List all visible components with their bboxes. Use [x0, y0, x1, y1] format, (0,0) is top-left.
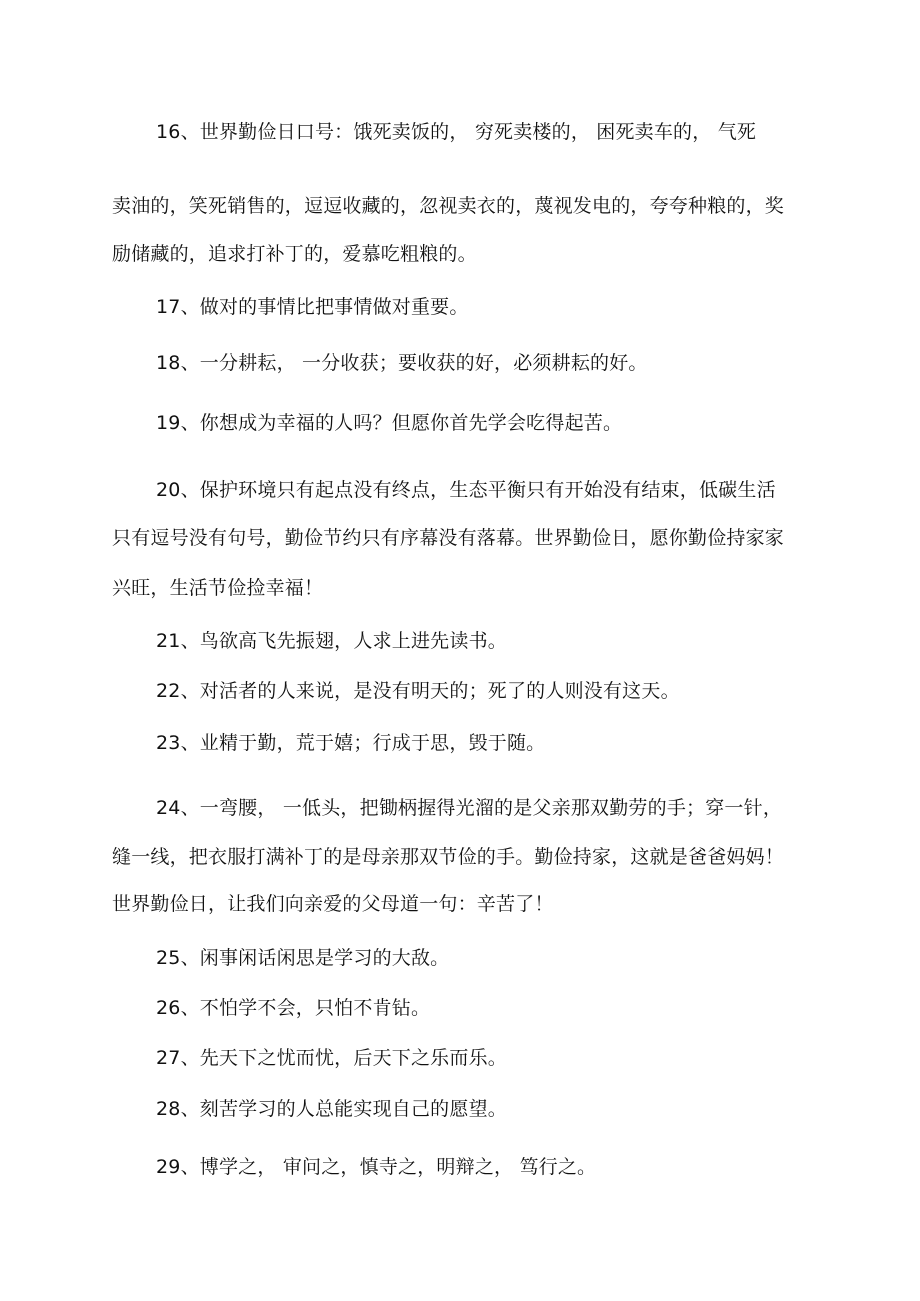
text-line: 18、一分耕耘， 一分收获；要收获的好，必须耕耘的好。	[156, 352, 648, 374]
text-line: 24、一弯腰， 一低头，把锄柄握得光溜的是父亲那双勤劳的手；穿一针，	[156, 797, 783, 819]
text-line: 励储藏的，追求打补丁的，爱慕吃粗粮的。	[112, 243, 477, 265]
text-line: 29、博学之， 审问之，慎寺之，明辩之， 笃行之。	[156, 1156, 597, 1178]
text-line: 17、做对的事情比把事情做对重要。	[156, 296, 469, 318]
text-line: 28、刻苦学习的人总能实现自己的愿望。	[156, 1098, 507, 1120]
text-line: 25、闲事闲话闲思是学习的大敌。	[156, 947, 450, 969]
text-line: 兴旺，生活节俭捡幸福！	[112, 577, 324, 599]
text-line: 16、世界勤俭日口号：饿死卖饭的， 穷死卖楼的， 困死卖车的， 气死	[156, 121, 757, 143]
text-line: 26、不怕学不会，只怕不肯钻。	[156, 997, 431, 1019]
text-line: 21、鸟欲高飞先振翅，人求上进先读书。	[156, 630, 507, 652]
text-line: 世界勤俭日，让我们向亲爱的父母道一句：辛苦了！	[112, 893, 554, 915]
text-line: 卖油的，笑死销售的，逗逗收藏的，忽视卖衣的，蔑视发电的，夸夸种粮的，奖	[112, 195, 785, 217]
text-line: 20、保护环境只有起点没有终点，生态平衡只有开始没有结束，低碳生活	[156, 479, 776, 501]
text-line: 只有逗号没有句号，勤俭节约只有序幕没有落幕。世界勤俭日，愿你勤俭持家家	[112, 527, 785, 549]
text-line: 22、对活者的人来说，是没有明天的；死了的人则没有这天。	[156, 680, 680, 702]
text-line: 缝一线，把衣服打满补丁的是母亲那双节俭的手。勤俭持家，这就是爸爸妈妈！	[112, 846, 785, 868]
text-line: 19、你想成为幸福的人吗？但愿你首先学会吃得起苦。	[156, 412, 623, 434]
text-line: 23、业精于勤，荒于嬉；行成于思，毁于随。	[156, 732, 546, 754]
text-line: 27、先天下之忧而忧，后天下之乐而乐。	[156, 1047, 507, 1069]
